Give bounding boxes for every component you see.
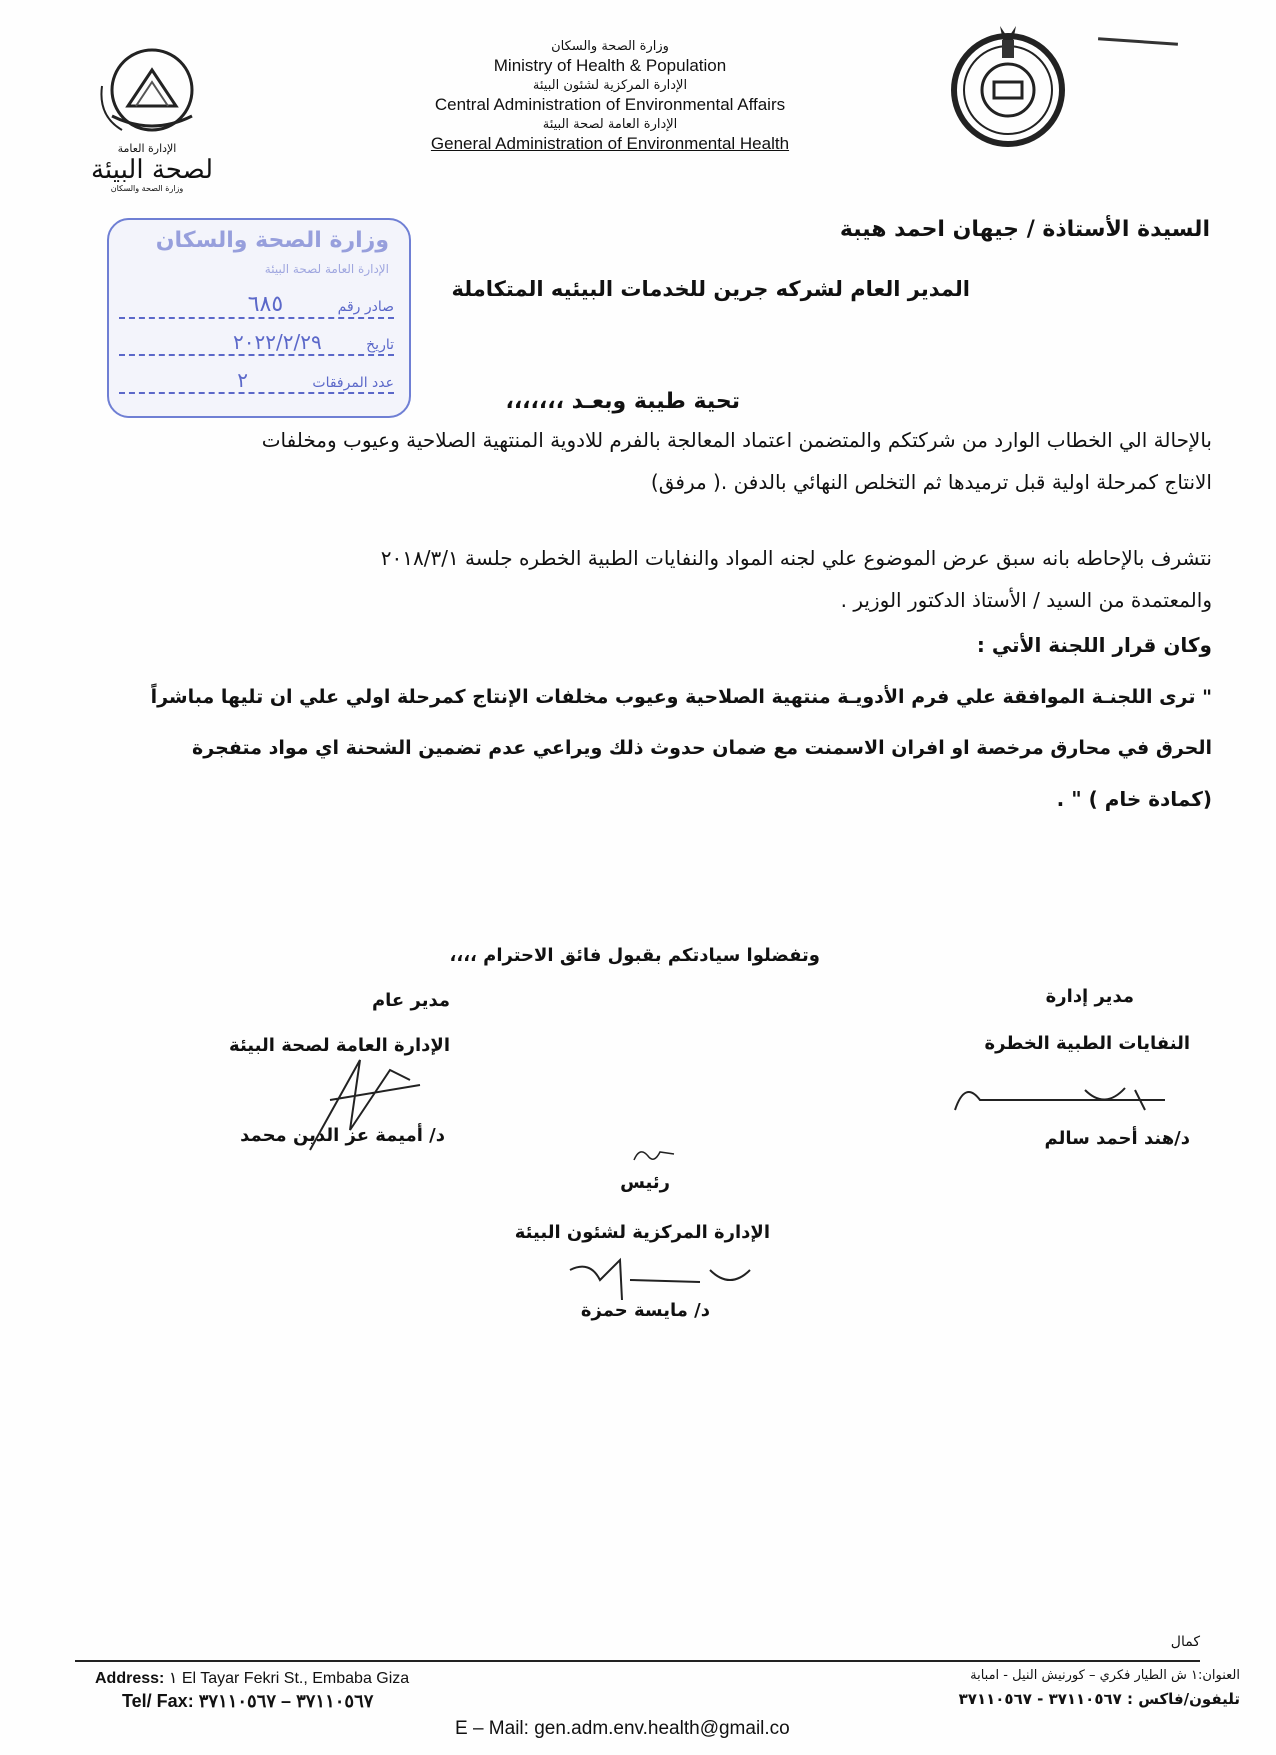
top-right-mark xyxy=(1098,37,1178,46)
footer-tel-ar: تليفون/فاكس : ٣٧١١٠٥٦٧ - ٣٧١١٠٥٦٧ xyxy=(958,1690,1240,1708)
sig-left-role: مدير عام xyxy=(371,990,450,1011)
sig-center-role: رئيس xyxy=(620,1172,670,1193)
sig-right-role: مدير إدارة xyxy=(1045,986,1134,1007)
footer-email-label: E – Mail: xyxy=(455,1718,529,1739)
body-line-5: وكان قرار اللجنة الأتي : xyxy=(976,633,1212,657)
body-line-8: (كمادة خام ) " . xyxy=(1056,787,1212,811)
logo-big-text: لصحة البيئة xyxy=(90,155,214,185)
stamp-export-label: صادر رقم xyxy=(337,299,394,315)
footer-address-label: Address: xyxy=(95,1670,165,1687)
body-line-1: بالإحالة الي الخطاب الوارد من شركتكم والمتضمن اعتماد المعالجة بالفرم للادوية المنتهية الصلاحية وعيوب ومخلفات xyxy=(261,428,1212,452)
outgoing-stamp xyxy=(107,218,411,418)
footer-tel-label: Tel/ Fax: xyxy=(122,1691,194,1711)
footer-address-en xyxy=(95,1668,555,1688)
footer-divider xyxy=(75,1660,1200,1662)
logo-small-text: الإدارة العامة xyxy=(117,142,177,155)
sig-left-dept: الإدارة العامة لصحة البيئة xyxy=(229,1035,450,1056)
sig-right-name: د/هند أحمد سالم xyxy=(1044,1128,1190,1149)
ministry-emblem-logo xyxy=(942,18,1074,150)
sig-center-dept: الإدارة المركزية لشئون البيئة xyxy=(514,1222,770,1243)
stamp-attach-label: عدد المرفقات xyxy=(312,375,394,391)
letterhead xyxy=(370,38,850,155)
footer-tel-en xyxy=(122,1691,582,1712)
stamp-date-label: تاريخ xyxy=(366,337,394,353)
logo-sub-text: وزارة الصحة والسكان xyxy=(110,184,184,193)
greeting: تحية طيبة وبعـد ،،،،،،، xyxy=(505,389,740,414)
footer-tel-value: ٣٧١١٠٥٦٧ – ٣٧١١٠٥٦٧ xyxy=(193,1691,374,1711)
stamp-date-value: ٢٠٢٢/٢/٢٩ xyxy=(233,330,322,354)
body-line-3: نتشرف بالإحاطه بانه سبق عرض الموضوع علي لجنه المواد والنفايات الطبية الخطره جلسة ٢٠١٨/٣/١ xyxy=(380,546,1212,570)
central-en: Central Administration of Environmental Affairs xyxy=(434,95,786,114)
recipient-title: المدير العام لشركه جرين للخدمات البيئيه المتكاملة xyxy=(451,277,970,301)
pyramid-water-icon xyxy=(72,46,232,146)
footer-address-value: ١ El Tayar Fekri St., Embaba Giza xyxy=(164,1670,410,1687)
stamp-export-value: ٦٨٥ xyxy=(247,292,284,317)
recipient-name: السيدة الأستاذة / جيهان احمد هيبة xyxy=(839,217,1210,242)
initial-mark xyxy=(630,1142,680,1166)
stamp-sub: الإدارة العامة لصحة البيئة xyxy=(264,262,389,276)
env-health-logo xyxy=(72,46,232,196)
general-ar: الإدارة العامة لصحة البيئة xyxy=(542,117,678,132)
emblem-icon xyxy=(942,18,1074,150)
body-line-6: " ترى اللجنـة الموافقة علي فرم الأدويـة منتهية الصلاحية وعيوب مخلفات الإنتاج كمرحلة اولي علي ان تليها مباشراً xyxy=(150,686,1212,708)
footer-address-ar: العنوان:١ ش الطيار فكري – كورنيش النيل - امبابة xyxy=(970,1668,1240,1683)
sig-right-dept: النفايات الطبية الخطرة xyxy=(984,1033,1190,1054)
footer-email xyxy=(455,1718,975,1740)
ministry-ar: وزارة الصحة والسكان xyxy=(551,39,669,54)
ministry-en: Ministry of Health & Population xyxy=(493,56,727,75)
general-en: General Administration of Environmental Health xyxy=(430,134,790,153)
sig-center-name: د/ مايسة حمزة xyxy=(580,1300,710,1321)
body-line-4: والمعتمدة من السيد / الأستاذ الدكتور الوزير . xyxy=(840,588,1212,612)
stamp-attach-value: ٢ xyxy=(237,368,248,392)
stamp-title: وزارة الصحة والسكان xyxy=(155,228,389,253)
body-line-7: الحرق في محارق مرخصة او افران الاسمنت مع ضمان حدوث ذلك ويراعي عدم تضمين الشحنة اي مواد متفجرة xyxy=(192,737,1212,759)
footer-email-value: gen.adm.env.health@gmail.co xyxy=(528,1718,790,1739)
sig-left-name: د/ أميمة عز الدين محمد xyxy=(240,1125,445,1146)
body-line-2: الانتاج كمرحلة اولية قبل ترميدها ثم التخلص النهائي بالدفن .( مرفق) xyxy=(650,470,1212,494)
closing-line: وتفضلوا سيادتكم بقبول فائق الاحترام ،،،، xyxy=(449,945,820,966)
central-ar: الإدارة المركزية لشئون البيئة xyxy=(532,78,688,93)
signature-left-scribble xyxy=(290,1040,430,1160)
typist-note: كمال xyxy=(1170,1634,1200,1650)
signature-right-scribble xyxy=(945,1070,1185,1130)
